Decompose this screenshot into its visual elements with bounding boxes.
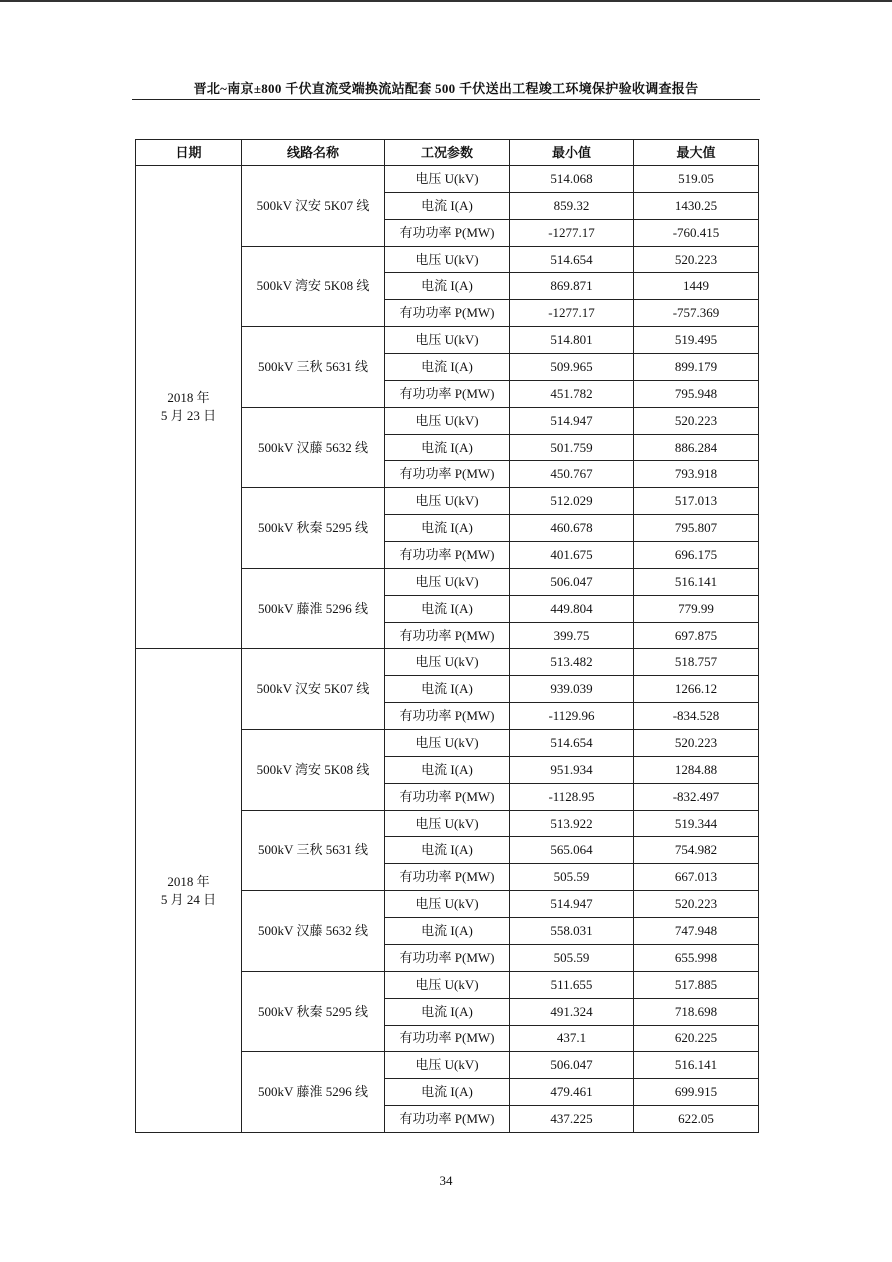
line-name-cell: 500kV 湾安 5K08 线	[242, 730, 385, 811]
table-header-row	[136, 140, 759, 166]
parameter-cell: 电压 U(kV)	[385, 649, 510, 676]
parameter-cell: 有功功率 P(MW)	[385, 703, 510, 730]
parameter-cell: 电流 I(A)	[385, 515, 510, 542]
column-header-parameter: 工况参数	[385, 140, 510, 166]
max-value-cell: 655.998	[634, 944, 759, 971]
max-value-cell: 1266.12	[634, 676, 759, 703]
max-value-cell: -832.497	[634, 783, 759, 810]
max-value-cell: 519.344	[634, 810, 759, 837]
line-name-cell: 500kV 三秋 5631 线	[242, 327, 385, 408]
min-value-cell: 437.1	[510, 1025, 634, 1052]
min-value-cell: 514.801	[510, 327, 634, 354]
date-cell: 2018 年 5 月 24 日	[136, 649, 242, 1132]
min-value-cell: 512.029	[510, 488, 634, 515]
page-number: 34	[439, 1173, 453, 1188]
page-top-border	[0, 0, 892, 2]
parameter-cell: 电流 I(A)	[385, 354, 510, 381]
max-value-cell: 620.225	[634, 1025, 759, 1052]
max-value-cell: 519.495	[634, 327, 759, 354]
max-value-cell: -834.528	[634, 703, 759, 730]
parameter-cell: 有功功率 P(MW)	[385, 300, 510, 327]
line-name-cell: 500kV 三秋 5631 线	[242, 810, 385, 891]
table-body	[136, 166, 759, 1133]
min-value-cell: 449.804	[510, 595, 634, 622]
max-value-cell: 795.948	[634, 380, 759, 407]
line-name-cell: 500kV 汉安 5K07 线	[242, 649, 385, 730]
parameter-cell: 有功功率 P(MW)	[385, 1025, 510, 1052]
min-value-cell: 514.947	[510, 407, 634, 434]
max-value-cell: 517.885	[634, 971, 759, 998]
max-value-cell: 718.698	[634, 998, 759, 1025]
max-value-cell: 779.99	[634, 595, 759, 622]
max-value-cell: 696.175	[634, 542, 759, 569]
max-value-cell: 520.223	[634, 730, 759, 757]
parameter-cell: 电流 I(A)	[385, 192, 510, 219]
max-value-cell: 518.757	[634, 649, 759, 676]
min-value-cell: 514.654	[510, 246, 634, 273]
min-value-cell: 451.782	[510, 380, 634, 407]
max-value-cell: 1430.25	[634, 192, 759, 219]
parameter-cell: 有功功率 P(MW)	[385, 380, 510, 407]
min-value-cell: 505.59	[510, 944, 634, 971]
line-name-cell: 500kV 秋秦 5295 线	[242, 971, 385, 1052]
line-name-cell: 500kV 湾安 5K08 线	[242, 246, 385, 327]
line-name-cell: 500kV 藤淮 5296 线	[242, 568, 385, 649]
parameter-cell: 电流 I(A)	[385, 756, 510, 783]
max-value-cell: 520.223	[634, 407, 759, 434]
parameter-cell: 电流 I(A)	[385, 595, 510, 622]
max-value-cell: 1449	[634, 273, 759, 300]
parameter-cell: 电压 U(kV)	[385, 891, 510, 918]
parameter-cell: 有功功率 P(MW)	[385, 783, 510, 810]
min-value-cell: 514.068	[510, 166, 634, 193]
column-header-line-name: 线路名称	[242, 140, 385, 166]
parameter-cell: 电流 I(A)	[385, 998, 510, 1025]
parameter-cell: 电压 U(kV)	[385, 166, 510, 193]
table-row	[136, 649, 759, 676]
line-name-cell: 500kV 汉安 5K07 线	[242, 166, 385, 247]
min-value-cell: 450.767	[510, 461, 634, 488]
min-value-cell: 401.675	[510, 542, 634, 569]
parameter-cell: 有功功率 P(MW)	[385, 219, 510, 246]
min-value-cell: -1277.17	[510, 219, 634, 246]
min-value-cell: 479.461	[510, 1079, 634, 1106]
parameter-cell: 电压 U(kV)	[385, 730, 510, 757]
min-value-cell: 509.965	[510, 354, 634, 381]
parameter-cell: 电流 I(A)	[385, 434, 510, 461]
min-value-cell: 511.655	[510, 971, 634, 998]
min-value-cell: 565.064	[510, 837, 634, 864]
column-header-max: 最大值	[634, 140, 759, 166]
parameter-cell: 电流 I(A)	[385, 918, 510, 945]
min-value-cell: 869.871	[510, 273, 634, 300]
parameter-cell: 电压 U(kV)	[385, 488, 510, 515]
max-value-cell: 699.915	[634, 1079, 759, 1106]
parameter-cell: 有功功率 P(MW)	[385, 944, 510, 971]
line-name-cell: 500kV 秋秦 5295 线	[242, 488, 385, 569]
min-value-cell: 859.32	[510, 192, 634, 219]
parameter-cell: 电压 U(kV)	[385, 407, 510, 434]
min-value-cell: 460.678	[510, 515, 634, 542]
parameter-cell: 有功功率 P(MW)	[385, 622, 510, 649]
max-value-cell: 793.918	[634, 461, 759, 488]
parameter-cell: 电压 U(kV)	[385, 568, 510, 595]
table-row	[136, 166, 759, 193]
max-value-cell: 520.223	[634, 891, 759, 918]
column-header-min: 最小值	[510, 140, 634, 166]
operating-conditions-table	[135, 139, 759, 1133]
max-value-cell: 886.284	[634, 434, 759, 461]
min-value-cell: 514.654	[510, 730, 634, 757]
max-value-cell: 1284.88	[634, 756, 759, 783]
min-value-cell: 939.039	[510, 676, 634, 703]
max-value-cell: -760.415	[634, 219, 759, 246]
parameter-cell: 有功功率 P(MW)	[385, 864, 510, 891]
parameter-cell: 电压 U(kV)	[385, 246, 510, 273]
parameter-cell: 电流 I(A)	[385, 837, 510, 864]
max-value-cell: 697.875	[634, 622, 759, 649]
parameter-cell: 有功功率 P(MW)	[385, 461, 510, 488]
line-name-cell: 500kV 藤淮 5296 线	[242, 1052, 385, 1133]
header-underline	[132, 99, 760, 100]
max-value-cell: 747.948	[634, 918, 759, 945]
max-value-cell: 754.982	[634, 837, 759, 864]
parameter-cell: 电流 I(A)	[385, 1079, 510, 1106]
min-value-cell: -1128.95	[510, 783, 634, 810]
min-value-cell: -1277.17	[510, 300, 634, 327]
max-value-cell: 520.223	[634, 246, 759, 273]
min-value-cell: -1129.96	[510, 703, 634, 730]
parameter-cell: 有功功率 P(MW)	[385, 1106, 510, 1133]
min-value-cell: 399.75	[510, 622, 634, 649]
min-value-cell: 513.922	[510, 810, 634, 837]
parameter-cell: 电压 U(kV)	[385, 1052, 510, 1079]
parameter-cell: 有功功率 P(MW)	[385, 542, 510, 569]
parameter-cell: 电压 U(kV)	[385, 971, 510, 998]
min-value-cell: 951.934	[510, 756, 634, 783]
date-cell: 2018 年 5 月 23 日	[136, 166, 242, 649]
min-value-cell: 513.482	[510, 649, 634, 676]
min-value-cell: 501.759	[510, 434, 634, 461]
report-header-title: 晋北~南京±800 千伏直流受端换流站配套 500 千伏送出工程竣工环境保护验收调查报告	[193, 81, 699, 96]
max-value-cell: -757.369	[634, 300, 759, 327]
min-value-cell: 505.59	[510, 864, 634, 891]
column-header-date: 日期	[136, 140, 242, 166]
min-value-cell: 437.225	[510, 1106, 634, 1133]
min-value-cell: 506.047	[510, 1052, 634, 1079]
min-value-cell: 514.947	[510, 891, 634, 918]
parameter-cell: 电压 U(kV)	[385, 327, 510, 354]
max-value-cell: 516.141	[634, 1052, 759, 1079]
max-value-cell: 795.807	[634, 515, 759, 542]
max-value-cell: 667.013	[634, 864, 759, 891]
max-value-cell: 516.141	[634, 568, 759, 595]
min-value-cell: 506.047	[510, 568, 634, 595]
min-value-cell: 558.031	[510, 918, 634, 945]
min-value-cell: 491.324	[510, 998, 634, 1025]
max-value-cell: 622.05	[634, 1106, 759, 1133]
parameter-cell: 电流 I(A)	[385, 676, 510, 703]
max-value-cell: 517.013	[634, 488, 759, 515]
parameter-cell: 电流 I(A)	[385, 273, 510, 300]
line-name-cell: 500kV 汉藤 5632 线	[242, 407, 385, 488]
max-value-cell: 899.179	[634, 354, 759, 381]
max-value-cell: 519.05	[634, 166, 759, 193]
line-name-cell: 500kV 汉藤 5632 线	[242, 891, 385, 972]
parameter-cell: 电压 U(kV)	[385, 810, 510, 837]
